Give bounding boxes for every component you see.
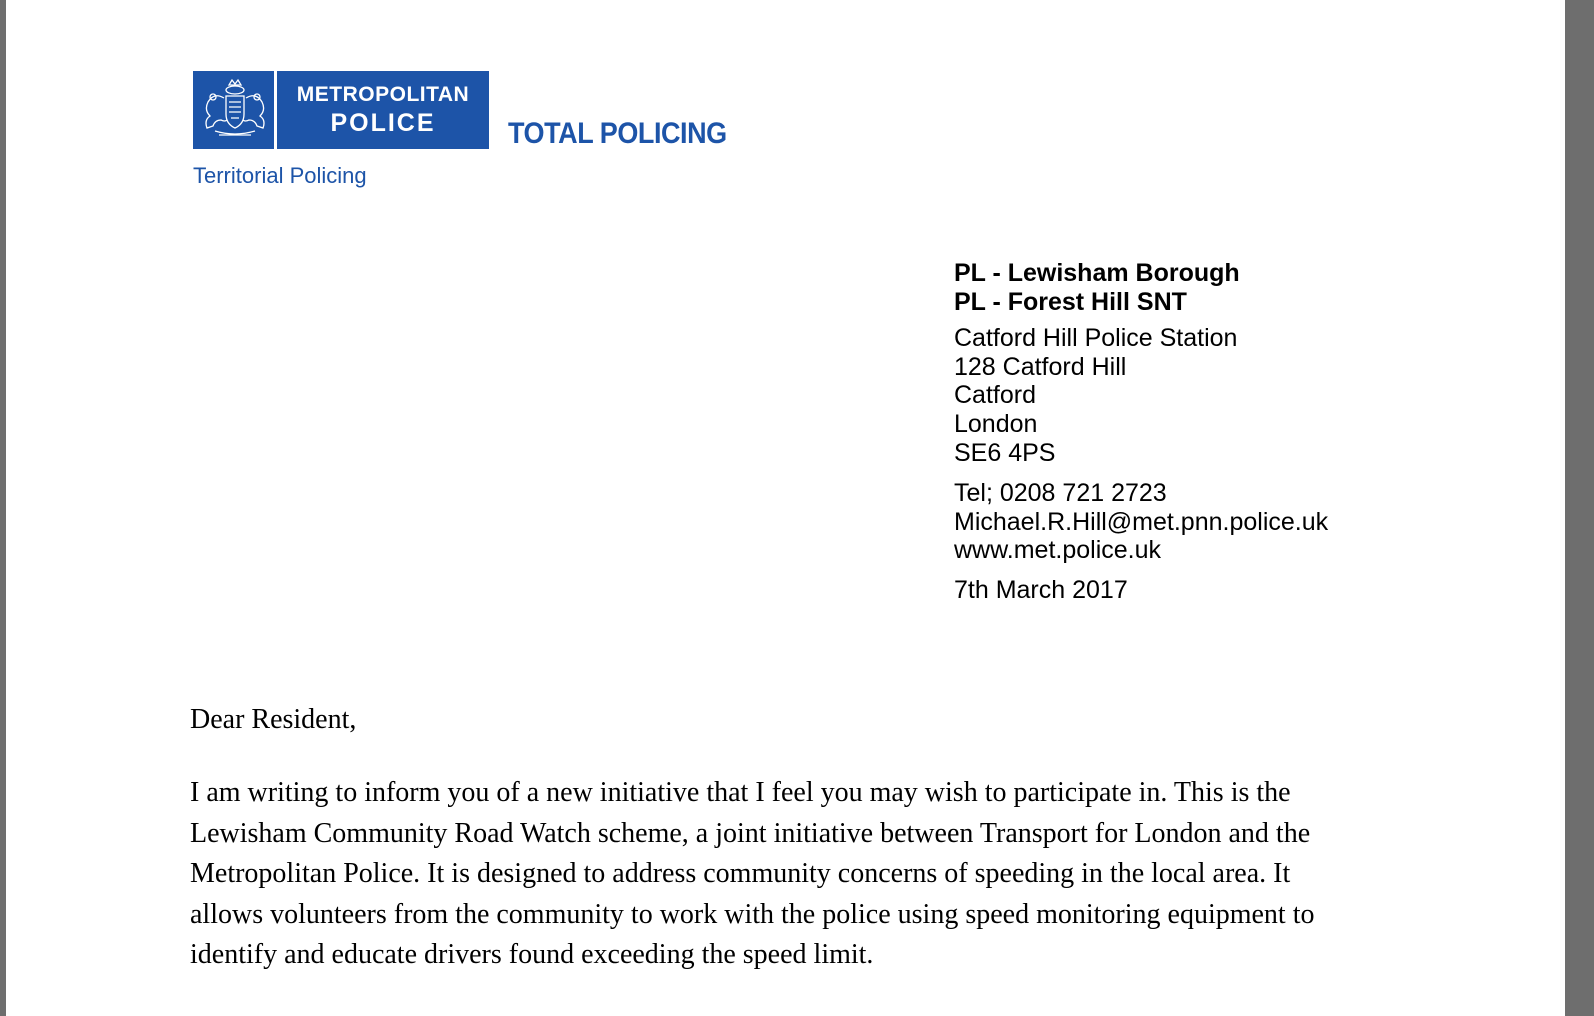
tagline: TOTAL POLICING bbox=[508, 117, 727, 150]
phone-number: Tel; 0208 721 2723 bbox=[954, 479, 1167, 507]
unit-line: PL - Lewisham Borough bbox=[954, 259, 1240, 287]
website-address: www.met.police.uk bbox=[954, 536, 1162, 565]
address-line: London bbox=[954, 410, 1038, 439]
paragraph-line: Lewisham Community Road Watch scheme, a joint initiative between Transport for London and the bbox=[190, 817, 1311, 849]
address-line: Catford bbox=[954, 381, 1036, 410]
crest-icon bbox=[193, 71, 277, 149]
sender-unit bbox=[954, 259, 1240, 316]
letter-page bbox=[6, 0, 1565, 1016]
department-name: Territorial Policing bbox=[193, 163, 367, 188]
paragraph-line: Metropolitan Police. It is designed to address community concerns of speeding in the local area. It bbox=[190, 858, 1291, 889]
logo-wordmark bbox=[277, 71, 489, 149]
logo-line-police: POLICE bbox=[330, 109, 436, 137]
email-address: Michael.R.Hill@met.pnn.police.uk bbox=[954, 507, 1329, 536]
unit-line: PL - Forest Hill SNT bbox=[954, 287, 1187, 316]
sender-contact bbox=[954, 479, 1328, 565]
logo-line-metropolitan: METROPOLITAN bbox=[296, 83, 470, 106]
letter-date: 7th March 2017 bbox=[954, 576, 1128, 604]
body-paragraph bbox=[190, 773, 1390, 976]
paragraph-line: identify and educate drivers found exceeding the speed limit. bbox=[190, 939, 874, 970]
address-line: 128 Catford Hill bbox=[954, 352, 1127, 381]
salutation: Dear Resident, bbox=[190, 704, 357, 735]
met-police-logo bbox=[193, 71, 489, 149]
address-line: SE6 4PS bbox=[954, 438, 1056, 467]
paragraph-line: allows volunteers from the community to work with the police using speed monitoring equipment to bbox=[190, 898, 1315, 930]
sender-address bbox=[954, 324, 1237, 467]
address-line: Catford Hill Police Station bbox=[954, 324, 1238, 352]
paragraph-line: I am writing to inform you of a new initiative that I feel you may wish to participate in. This is the bbox=[190, 777, 1291, 808]
